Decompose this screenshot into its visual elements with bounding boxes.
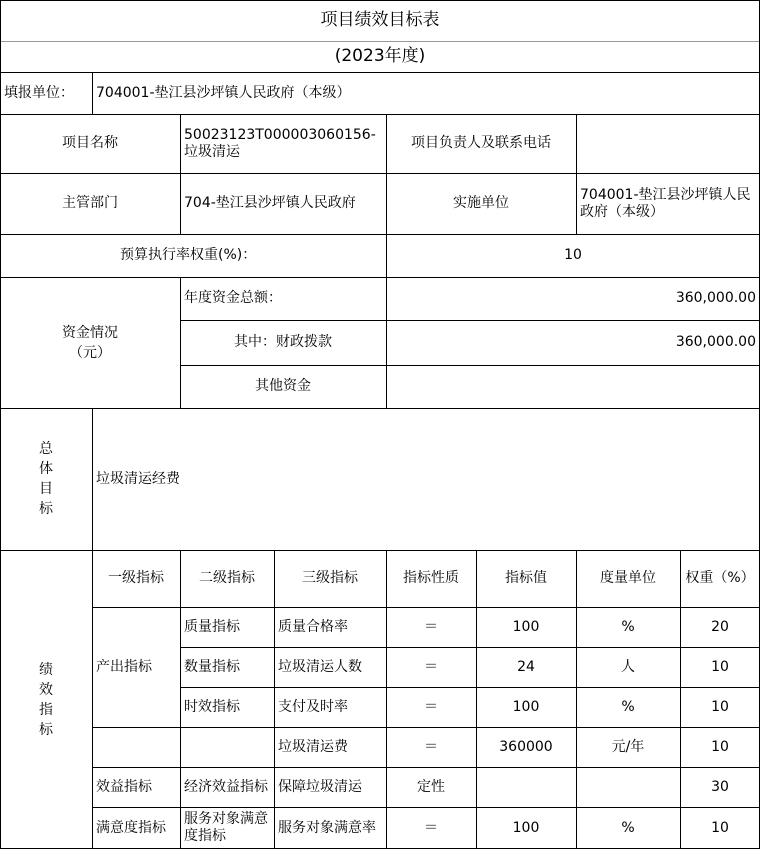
header-level3: 三级指标 bbox=[302, 570, 358, 586]
indicator-level2 bbox=[180, 727, 274, 767]
indicator-nature: ＝ bbox=[424, 738, 438, 755]
department-value: 704-垫江县沙坪镇人民政府 bbox=[184, 195, 356, 211]
indicators-char: 效 bbox=[39, 681, 53, 698]
form-title: 项目绩效目标表 bbox=[320, 10, 440, 30]
header-weight: 权重（%） bbox=[685, 570, 755, 586]
grid-line bbox=[274, 550, 275, 849]
indicators-char: 指 bbox=[39, 701, 53, 718]
indicator-weight: 10 bbox=[711, 819, 729, 836]
grid-line bbox=[92, 72, 93, 114]
indicator-level2: 时效指标 bbox=[184, 698, 240, 715]
budget-weight-value: 10 bbox=[564, 247, 582, 263]
indicator-level2: 经济效益指标 bbox=[184, 778, 268, 795]
grid-line bbox=[92, 408, 93, 849]
goal-char: 目 bbox=[39, 481, 53, 497]
indicator-level3: 垃圾清运费 bbox=[278, 738, 348, 755]
level1-benefit: 效益指标 bbox=[96, 778, 152, 795]
grid-line bbox=[180, 114, 181, 234]
grid-line bbox=[180, 365, 760, 366]
grid-line bbox=[180, 647, 760, 648]
grid-line bbox=[92, 727, 760, 728]
goal-char: 标 bbox=[39, 501, 53, 517]
project-name-label: 项目名称 bbox=[62, 135, 118, 151]
indicator-value: 100 bbox=[512, 819, 540, 836]
grid-line bbox=[0, 0, 1, 849]
goal-char: 体 bbox=[39, 461, 53, 477]
grid-line bbox=[0, 173, 760, 174]
indicator-level2: 数量指标 bbox=[184, 658, 240, 675]
grid-line bbox=[180, 320, 760, 321]
total-funds-value: 360,000.00 bbox=[675, 290, 756, 306]
grid-line bbox=[180, 687, 760, 688]
department-label: 主管部门 bbox=[62, 195, 118, 211]
indicator-weight: 10 bbox=[711, 738, 729, 755]
grid-line bbox=[180, 277, 181, 408]
indicators-char: 绩 bbox=[39, 661, 53, 678]
indicator-level2: 服务对象满意度指标 bbox=[184, 811, 268, 844]
overall-goal-text: 垃圾清运经费 bbox=[96, 470, 180, 487]
grid-line bbox=[0, 550, 760, 551]
indicator-level3: 支付及时率 bbox=[278, 698, 348, 715]
header-level2: 二级指标 bbox=[199, 570, 255, 586]
indicator-unit: % bbox=[621, 819, 635, 836]
grid-line bbox=[180, 550, 181, 849]
header-unit: 度量单位 bbox=[600, 570, 656, 586]
fiscal-funds-label: 其中：财政拨款 bbox=[234, 334, 332, 350]
grid-line bbox=[0, 277, 760, 278]
indicator-unit: % bbox=[621, 618, 635, 635]
grid-line bbox=[0, 408, 760, 409]
indicator-value: 100 bbox=[512, 618, 540, 635]
indicator-weight: 10 bbox=[711, 658, 729, 675]
indicator-nature: ＝ bbox=[424, 618, 438, 635]
indicator-unit: % bbox=[621, 698, 635, 715]
indicator-value: 100 bbox=[512, 698, 540, 715]
total-funds-label: 年度资金总额： bbox=[184, 290, 282, 306]
grid-line bbox=[92, 767, 760, 768]
funds-label-text: 资金情况 bbox=[62, 324, 118, 341]
indicators-char: 标 bbox=[39, 721, 53, 738]
grid-line bbox=[386, 114, 387, 234]
indicator-unit: 元/年 bbox=[611, 738, 645, 755]
grid-line bbox=[386, 234, 387, 408]
grid-line bbox=[386, 550, 387, 849]
project-owner-value bbox=[576, 114, 760, 173]
form-year: (2023年度) bbox=[334, 46, 426, 66]
grid-line bbox=[0, 114, 760, 115]
grid-line bbox=[0, 72, 760, 73]
indicator-nature: 定性 bbox=[417, 778, 445, 795]
project-owner-label: 项目负责人及联系电话 bbox=[411, 135, 551, 151]
funds-unit-text: （元） bbox=[69, 344, 111, 361]
indicator-nature: ＝ bbox=[424, 819, 438, 836]
reporting-unit-label: 填报单位： bbox=[4, 84, 74, 101]
budget-weight-label: 预算执行率权重(%)： bbox=[120, 247, 257, 263]
implementing-unit-value: 704001-垫江县沙坪镇人民政府（本级） bbox=[580, 186, 751, 220]
project-name-value: 50023123T000003060156-垃圾清运 bbox=[184, 126, 376, 160]
indicator-weight: 10 bbox=[711, 698, 729, 715]
indicator-value: 360000 bbox=[499, 738, 553, 755]
indicator-weight: 30 bbox=[711, 778, 729, 795]
grid-line bbox=[576, 114, 577, 234]
fiscal-funds-value: 360,000.00 bbox=[675, 334, 756, 350]
grid-line bbox=[576, 550, 577, 849]
goal-char: 总 bbox=[39, 441, 53, 457]
level1-output: 产出指标 bbox=[96, 658, 152, 675]
indicator-nature: ＝ bbox=[424, 698, 438, 715]
indicator-unit bbox=[576, 767, 680, 807]
grid-line bbox=[476, 550, 477, 849]
indicator-value: 24 bbox=[517, 658, 535, 675]
indicator-nature: ＝ bbox=[424, 658, 438, 675]
overall-goal-label bbox=[0, 408, 92, 550]
indicator-level3: 服务对象满意率 bbox=[278, 819, 376, 836]
other-funds-label: 其他资金 bbox=[255, 378, 311, 394]
header-nature: 指标性质 bbox=[403, 570, 459, 586]
funds-label bbox=[0, 277, 180, 408]
implementing-unit-label: 实施单位 bbox=[453, 195, 509, 211]
indicator-weight: 20 bbox=[711, 618, 729, 635]
level1-satisfaction: 满意度指标 bbox=[96, 819, 166, 836]
grid-line bbox=[92, 807, 760, 808]
grid-line bbox=[0, 0, 760, 1]
indicator-unit: 人 bbox=[621, 658, 635, 675]
indicator-level3: 垃圾清运人数 bbox=[278, 658, 362, 675]
indicators-label bbox=[0, 550, 92, 849]
other-funds-value bbox=[386, 365, 760, 408]
header-level1: 一级指标 bbox=[108, 570, 164, 586]
indicator-level2: 质量指标 bbox=[184, 618, 240, 635]
grid-line bbox=[680, 550, 681, 849]
grid-line bbox=[92, 607, 760, 608]
header-value: 指标值 bbox=[505, 570, 547, 586]
grid-line bbox=[0, 234, 760, 235]
reporting-unit-value: 704001-垫江县沙坪镇人民政府（本级） bbox=[96, 84, 351, 101]
indicator-level3: 质量合格率 bbox=[278, 618, 348, 635]
grid-line bbox=[0, 41, 760, 42]
indicator-value bbox=[476, 767, 576, 807]
indicator-level3: 保障垃圾清运 bbox=[278, 778, 362, 795]
